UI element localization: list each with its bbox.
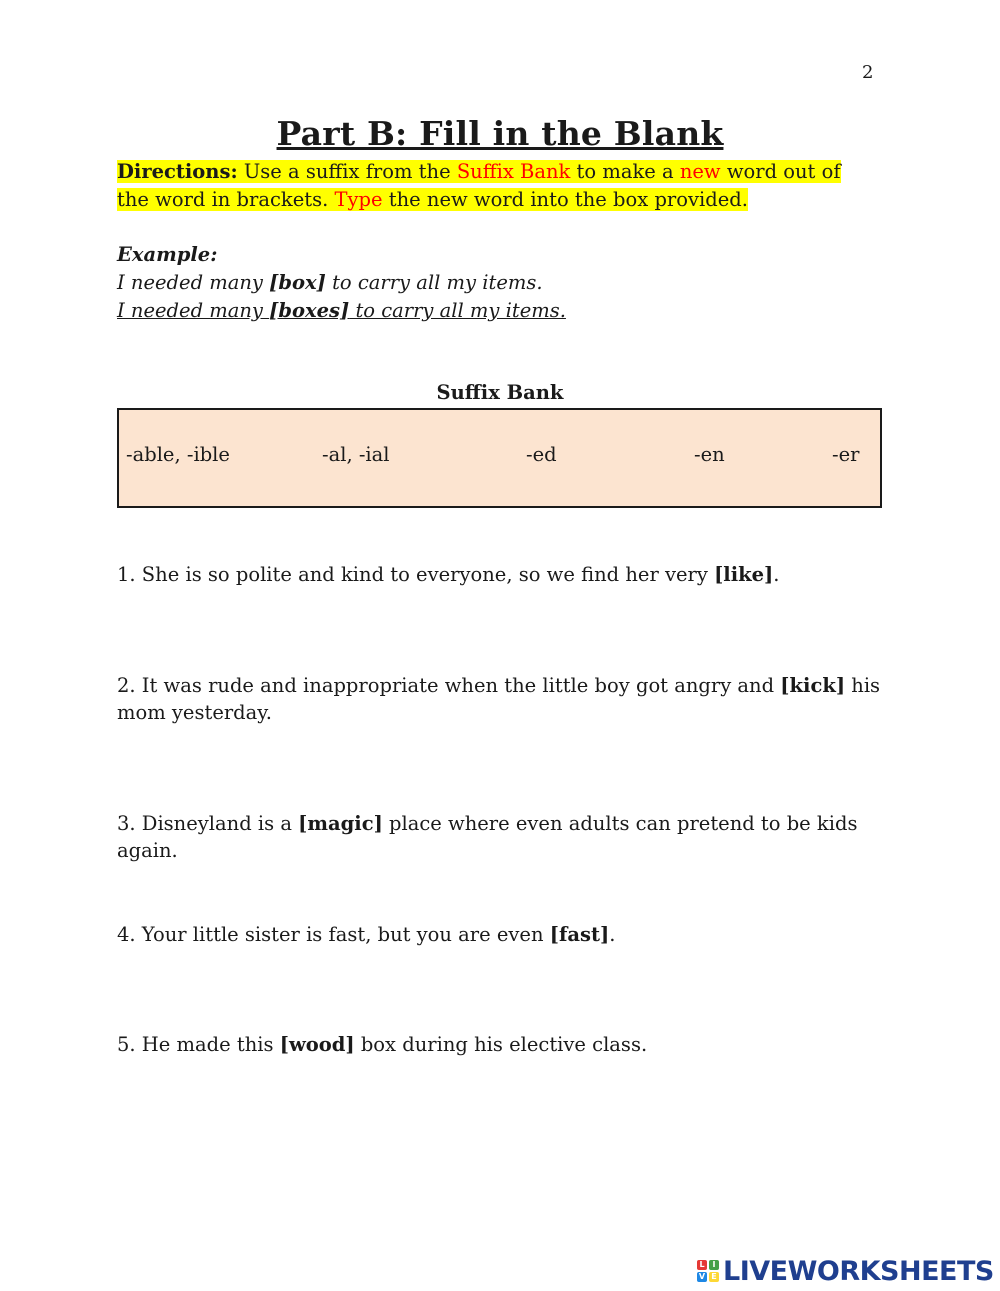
suffix-bank-title: Suffix Bank [436, 381, 564, 404]
directions [117, 158, 877, 214]
bracket-word: [like] [714, 563, 774, 586]
bracket-word: [magic] [298, 812, 383, 835]
directions-text-3: word out of the word in brackets. [117, 160, 841, 211]
suffix-item: -ed [526, 443, 557, 466]
suffix-bank-box [117, 408, 882, 508]
question-3: 3. Disneyland is a [magic] place where even adults can pretend to be kids again. [117, 812, 858, 862]
example-bracket-word: [box] [269, 271, 326, 294]
example-label: Example: [117, 243, 218, 266]
page-number: 2 [862, 62, 874, 83]
suffix-item: -en [694, 443, 725, 466]
bracket-word: [fast] [549, 923, 610, 946]
page-title: Part B: Fill in the Blank [276, 114, 724, 153]
logo-tile: E [709, 1272, 719, 1282]
suffix-item: -able, -ible [126, 443, 230, 466]
bracket-word: [wood] [279, 1033, 355, 1056]
logo-tile: L [697, 1260, 707, 1270]
example-sentence: I needed many [box] to carry all my items. [117, 271, 543, 294]
question-2: 2. It was rude and inappropriate when the little boy got angry and [kick] his mom yesterday. [117, 674, 881, 724]
logo-text: LIVEWORKSHEETS [723, 1255, 994, 1287]
suffix-bank-reference: Suffix Bank [456, 160, 571, 183]
question-4: 4. Your little sister is fast, but you are even [fast]. [117, 923, 616, 946]
directions-text-1: Use a suffix from the [237, 160, 457, 183]
question-1: 1. She is so polite and kind to everyone, so we find her very [like]. [117, 563, 780, 586]
question-5: 5. He made this [wood] box during his elective class. [117, 1033, 648, 1056]
bracket-word: [kick] [780, 674, 846, 697]
type-word-emphasis: Type [334, 188, 383, 211]
new-word-emphasis: new [679, 160, 721, 183]
directions-text-4: the new word into the box provided. [382, 188, 748, 211]
directions-text-2: to make a [570, 160, 680, 183]
example-answer: I needed many [boxes] to carry all my items. [117, 299, 566, 322]
logo-tile: V [698, 1272, 706, 1281]
suffix-item: -al, -ial [322, 443, 390, 466]
suffix-item: -er [832, 443, 860, 466]
example-answer-word: [boxes] [269, 299, 350, 322]
example-section [117, 241, 566, 325]
logo-tile: I [709, 1260, 719, 1270]
logo-tiles-icon [697, 1260, 719, 1282]
directions-label: Directions: [117, 160, 238, 183]
liveworksheets-logo[interactable] [697, 1254, 994, 1288]
